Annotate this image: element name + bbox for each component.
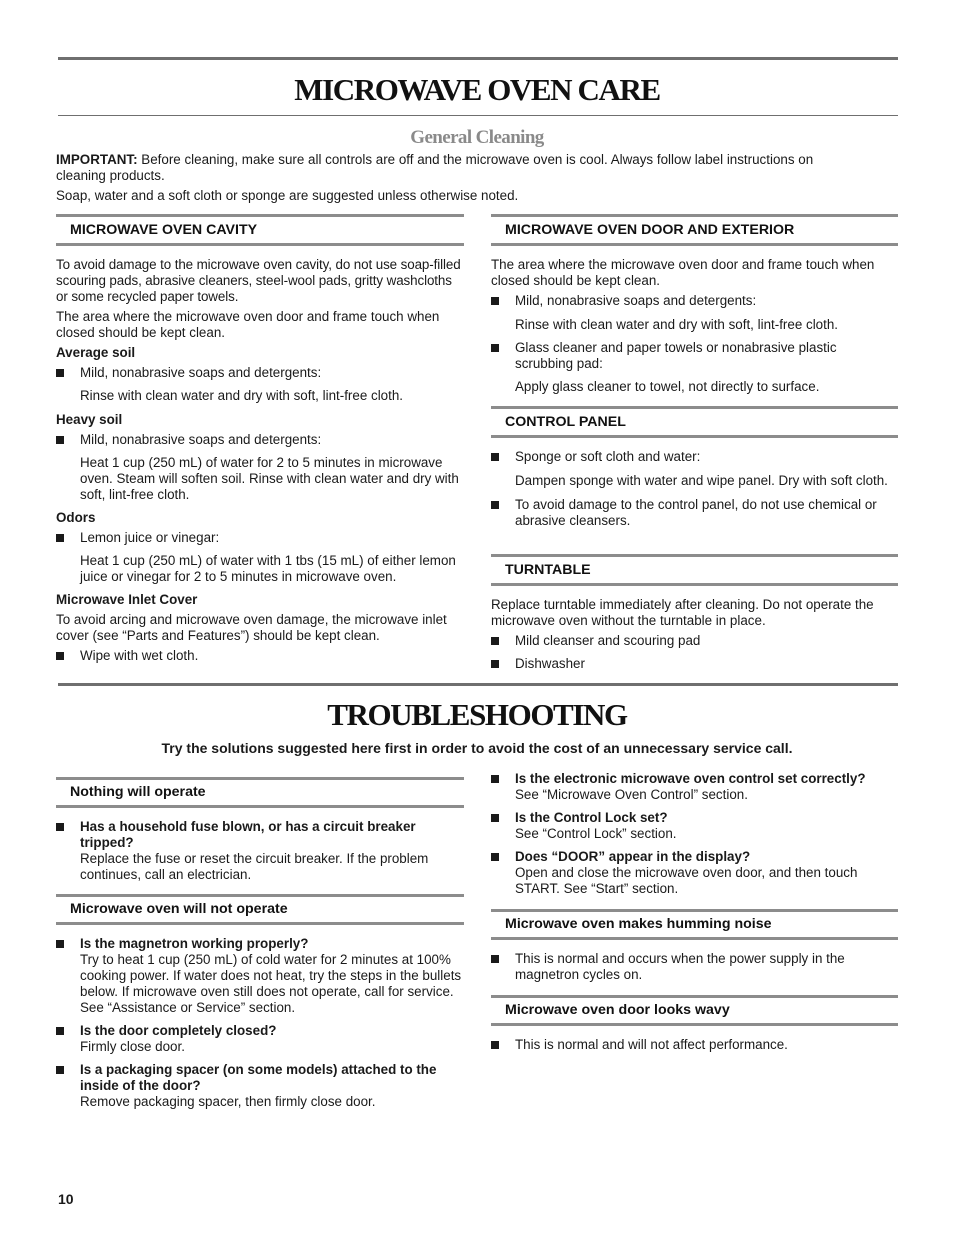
odors-bullet: Lemon juice or vinegar: xyxy=(56,530,464,546)
mid-rule xyxy=(58,683,898,686)
door-closed-answer: Firmly close door. xyxy=(80,1039,185,1054)
inlet-cover-text: To avoid arcing and microwave oven damage, the microwave inlet cover (see “Parts and Features”) should be kept clean. xyxy=(56,612,447,643)
control-panel-section xyxy=(491,406,898,529)
turntable-section xyxy=(491,554,898,672)
nothing-operate-question: Has a household fuse blown, or has a circuit breaker tripped? xyxy=(56,819,464,851)
top-rule xyxy=(58,57,898,60)
control-bullet-2: To avoid damage to the control panel, do not use chemical or abrasive cleansers. xyxy=(491,497,898,529)
door-bullet-2-note: Apply glass cleaner to towel, not directly to surface. xyxy=(515,379,820,394)
heavy-soil-label: Heavy soil xyxy=(56,412,123,427)
average-soil-note: Rinse with clean water and dry with soft, lint-free cloth. xyxy=(80,388,404,403)
door-p1: The area where the microwave oven door and frame touch when closed should be kept clean. xyxy=(491,257,875,288)
door-bullet-1-note: Rinse with clean water and dry with soft, lint-free cloth. xyxy=(515,317,839,332)
not-operate-heading: Microwave oven will not operate xyxy=(56,894,464,925)
important-text: Before cleaning, make sure all controls are off and the microwave oven is cool. Always follow label instructions on cleaning products. xyxy=(56,152,814,183)
odors-label: Odors xyxy=(56,510,96,525)
control-lock-answer: See “Control Lock” section. xyxy=(515,826,677,841)
humming-section xyxy=(491,909,898,983)
control-lock-question: Is the Control Lock set? xyxy=(491,810,898,826)
nothing-operate-section xyxy=(56,777,464,883)
cavity-p1: To avoid damage to the microwave oven cavity, do not use soap-filled scouring pads, abrasive cleaners, steel-wool pads, gritty washcloths or some recycled paper towels. xyxy=(56,257,461,304)
door-section xyxy=(491,214,898,395)
page-number: 10 xyxy=(58,1191,74,1207)
title-rule xyxy=(58,115,898,116)
cavity-heading: MICROWAVE OVEN CAVITY xyxy=(56,214,464,246)
door-bullet-1: Mild, nonabrasive soaps and detergents: xyxy=(491,293,898,309)
spacer-answer: Remove packaging spacer, then firmly close door. xyxy=(80,1094,376,1109)
section-subtitle: General Cleaning xyxy=(410,127,544,148)
door-closed-question: Is the door completely closed? xyxy=(56,1023,464,1039)
control-set-question: Is the electronic microwave oven control set correctly? xyxy=(491,771,898,787)
important-label: IMPORTANT: xyxy=(56,152,138,167)
important-note xyxy=(56,152,866,184)
turntable-heading: TURNTABLE xyxy=(491,554,898,586)
cavity-section xyxy=(56,214,464,664)
wavy-heading: Microwave oven door looks wavy xyxy=(491,995,898,1026)
average-soil-bullet: Mild, nonabrasive soaps and detergents: xyxy=(56,365,464,381)
door-bullet-2: Glass cleaner and paper towels or nonabrasive plastic scrubbing pad: xyxy=(491,340,898,372)
soap-note: Soap, water and a soft cloth or sponge are suggested unless otherwise noted. xyxy=(56,188,519,203)
control-checks xyxy=(491,771,898,897)
humming-bullet: This is normal and occurs when the power supply in the magnetron cycles on. xyxy=(491,951,898,983)
heavy-soil-bullet: Mild, nonabrasive soaps and detergents: xyxy=(56,432,464,448)
control-bullet-1-note: Dampen sponge with water and wipe panel. Dry with soft cloth. xyxy=(515,473,888,488)
control-set-answer: See “Microwave Oven Control” section. xyxy=(515,787,748,802)
door-display-question: Does “DOOR” appear in the display? xyxy=(491,849,898,865)
wavy-bullet: This is normal and will not affect performance. xyxy=(491,1037,898,1053)
inlet-cover-label: Microwave Inlet Cover xyxy=(56,592,198,607)
control-bullet-1: Sponge or soft cloth and water: xyxy=(491,449,898,465)
magnetron-question: Is the magnetron working properly? xyxy=(56,936,464,952)
odors-note: Heat 1 cup (250 mL) of water with 1 tbs (15 mL) of either lemon juice or vinegar for 2 to 5 minutes in microwave oven. xyxy=(80,553,456,584)
control-panel-heading: CONTROL PANEL xyxy=(491,406,898,438)
turntable-bullet-1: Mild cleanser and scouring pad xyxy=(491,633,898,649)
heavy-soil-note: Heat 1 cup (250 mL) of water for 2 to 5 minutes in microwave oven. Steam will soften soil. Rinse with clean water and dry with soft, lint-free cloth. xyxy=(80,455,459,502)
page-title: MICROWAVE OVEN CARE xyxy=(294,72,660,107)
nothing-operate-answer: Replace the fuse or reset the circuit breaker. If the problem continues, call an electrician. xyxy=(80,851,429,882)
spacer-question: Is a packaging spacer (on some models) attached to the inside of the door? xyxy=(56,1062,464,1094)
cavity-p2: The area where the microwave oven door and frame touch when closed should be kept clean. xyxy=(56,309,440,340)
wavy-section xyxy=(491,995,898,1053)
inlet-cover-bullet: Wipe with wet cloth. xyxy=(56,648,464,664)
turntable-p1: Replace turntable immediately after cleaning. Do not operate the microwave oven without the turntable in place. xyxy=(491,597,874,628)
magnetron-answer: Try to heat 1 cup (250 mL) of cold water for 2 minutes at 100% cooking power. If water does not heat, try the steps in the bullets below. If microwave oven still does not operate, call for service. See “Assistance or Service” section. xyxy=(80,952,462,1015)
troubleshooting-intro: Try the solutions suggested here first in order to avoid the cost of an unnecessary service call. xyxy=(161,740,793,756)
door-display-answer: Open and close the microwave oven door, and then touch START. See “Start” section. xyxy=(515,865,858,896)
nothing-operate-heading: Nothing will operate xyxy=(56,777,464,808)
troubleshooting-title: TROUBLESHOOTING xyxy=(327,697,627,732)
door-heading: MICROWAVE OVEN DOOR AND EXTERIOR xyxy=(491,214,898,246)
average-soil-label: Average soil xyxy=(56,345,136,360)
not-operate-section xyxy=(56,894,464,1110)
turntable-bullet-2: Dishwasher xyxy=(491,656,898,672)
humming-heading: Microwave oven makes humming noise xyxy=(491,909,898,940)
